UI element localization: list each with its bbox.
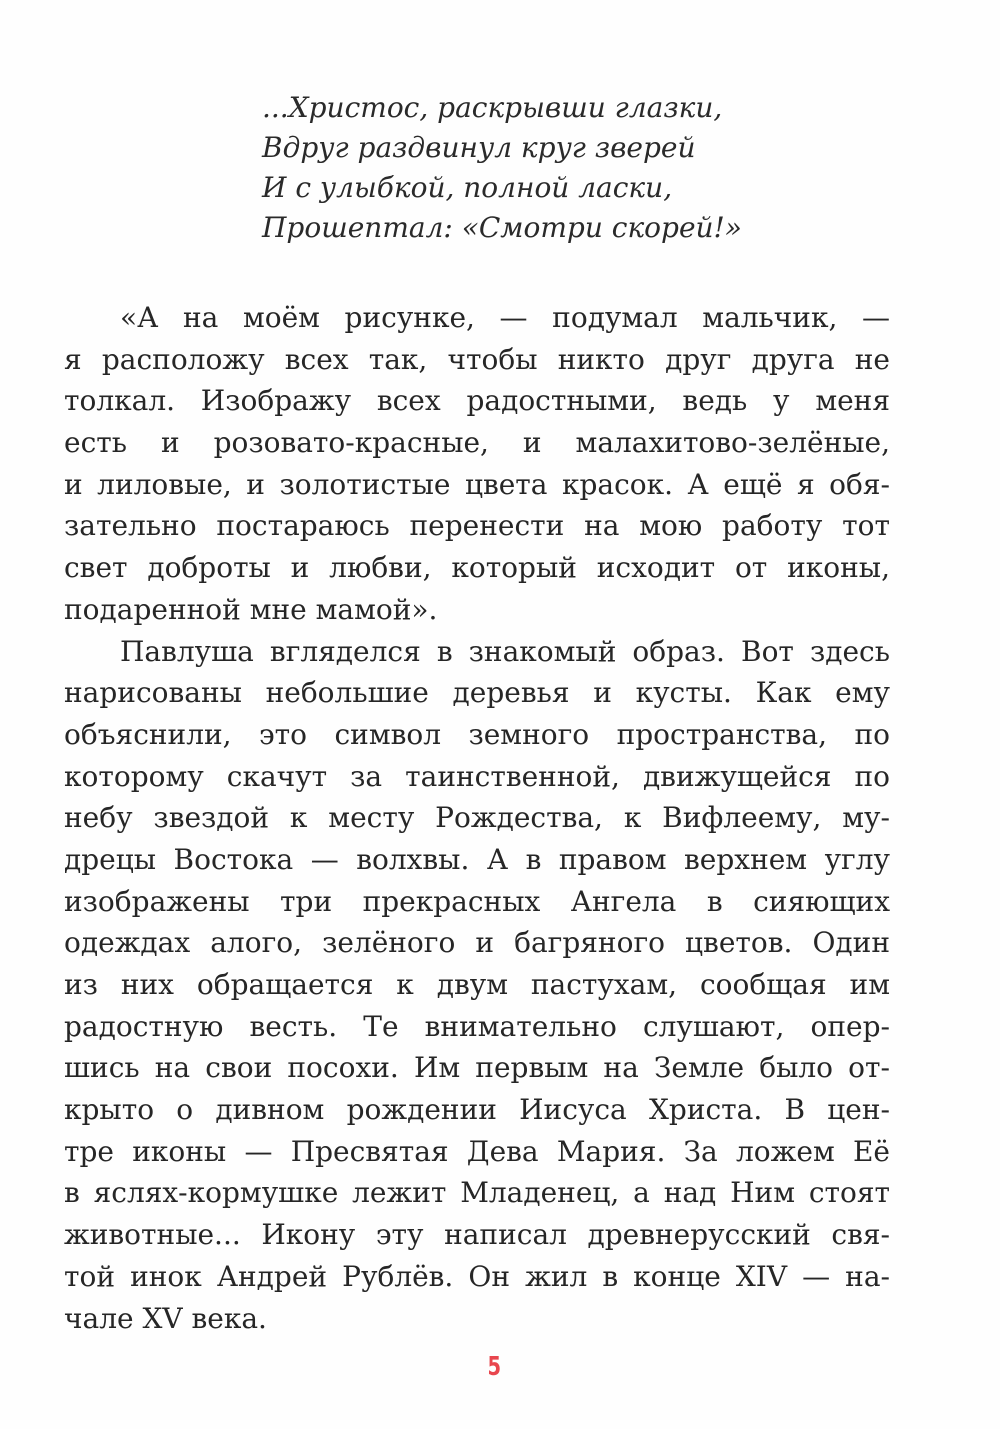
text-line: и лиловые, и золотистые цвета красок. А ещё я обя- [64,467,890,501]
text-line: которому скачут за таинственной, движущейся по [64,759,890,793]
text-line: радостную весть. Те внимательно слушают, опер- [64,1009,890,1043]
text-line: шись на свои посохи. Им первым на Земле было от- [64,1051,890,1085]
text-line: в яслях-кормушке лежит Младенец, а над Ним стоят [64,1176,890,1210]
poem-line: ...Христос, раскрывши глазки, [262,91,723,124]
poem-line: И с улыбкой, полной ласки, [262,171,673,204]
text-line: той инок Андрей Рублёв. Он жил в конце XIV — на- [64,1259,890,1293]
text-line: объяснили, это символ земного пространства, по [64,717,890,751]
text-line: «А на моём рисунке, — подумал мальчик, — [120,301,890,334]
text-line: подаренной мне мамой». [64,592,438,626]
text-line: изображены три прекрасных Ангела в сияющих [64,884,890,918]
text-line: есть и розовато-красные, и малахитово-зелёные, [64,426,890,460]
text-line: одеждах алого, зелёного и багряного цветов. Один [64,926,890,960]
text-line: тре иконы — Пресвятая Дева Мария. За ложем Её [64,1134,890,1168]
poem-epigraph [262,88,742,248]
text-line: я расположу всех так, чтобы никто друг друга не [64,342,890,376]
text-line: небу звездой к месту Рождества, к Вифлеему, му- [64,801,890,835]
text-line: свет доброты и любви, который исходит от иконы, [64,551,890,585]
text-line: крыто о дивном рождении Иисуса Христа. В цен- [64,1093,890,1127]
poem-line: Прошептал: «Смотри скорей!» [262,211,742,244]
text-line: зательно постараюсь перенести на мою работу тот [64,509,890,543]
poem-line: Вдруг раздвинул круг зверей [262,131,696,164]
text-line: из них обращается к двум пастухам, сообщая им [64,968,890,1001]
paragraph [64,297,890,631]
text-line: чале XV века. [64,1301,267,1335]
paragraph [64,631,890,1340]
text-line: Павлуша вгляделся в знакомый образ. Вот здесь [120,634,890,668]
text-line: толкал. Изображу всех радостными, ведь у меня [64,384,890,418]
text-line: нарисованы небольшие деревья и кусты. Как ему [64,676,890,710]
text-line: дрецы Востока — волхвы. А в правом верхнем углу [64,842,890,876]
text-line: животные... Икону эту написал древнерусский свя- [64,1218,890,1252]
page-number: 5 [487,1352,502,1382]
body-text [64,297,890,1339]
